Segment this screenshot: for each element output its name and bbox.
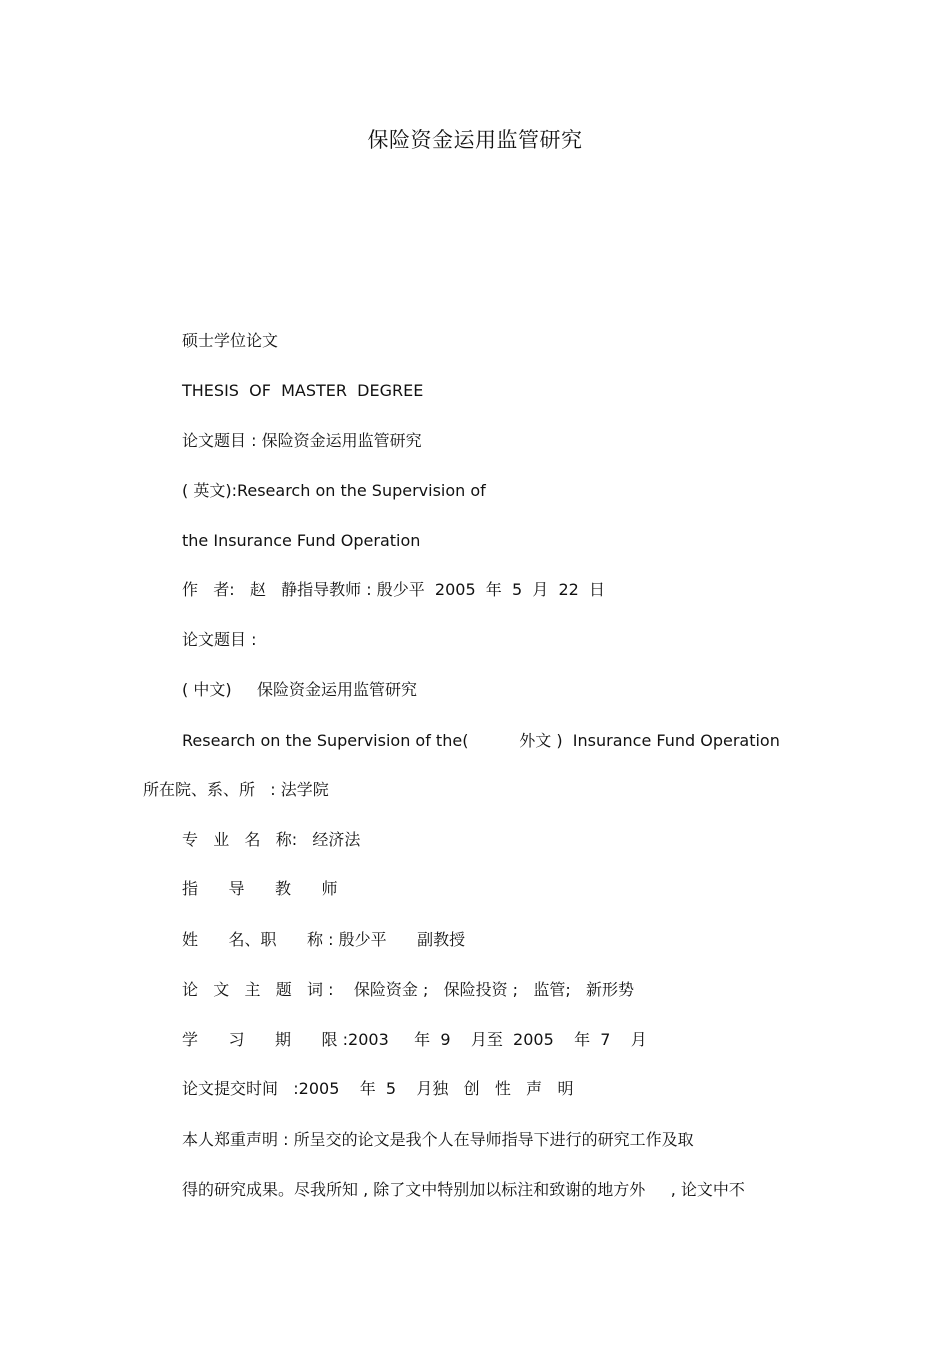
- degree-type-english: THESIS OF MASTER DEGREE: [182, 381, 424, 400]
- foreign-title-line: Research on the Supervision of the( 外文 ) Insurance Fund Operation: [182, 731, 780, 750]
- english-title-line-2: the Insurance Fund Operation: [182, 531, 421, 550]
- major-line: 专 业 名 称: 经济法: [182, 830, 361, 849]
- study-period-line: 学 习 期 限 :2003 年 9 月至 2005 年 7 月: [182, 1030, 647, 1049]
- chinese-title-line: ( 中文) 保险资金运用监管研究: [182, 680, 418, 699]
- department-line: 所在院、系、所 : 法学院: [143, 780, 329, 799]
- declaration-line-2: 得的研究成果。尽我所知 , 除了文中特别加以标注和致谢的地方外 , 论文中不: [182, 1180, 745, 1199]
- thesis-title-line: 论文题目 : 保险资金运用监管研究: [182, 431, 422, 450]
- advisor-name-title-line: 姓 名、职 称 : 殷少平 副教授: [182, 930, 466, 949]
- document-title: 保险资金运用监管研究: [367, 128, 583, 152]
- declaration-line-1: 本人郑重声明 : 所呈交的论文是我个人在导师指导下进行的研究工作及取: [182, 1130, 694, 1149]
- advisor-label-line: 指 导 教 师: [182, 879, 338, 898]
- thesis-title-label: 论文题目 :: [182, 630, 257, 649]
- submission-time-line: 论文提交时间 :2005 年 5 月独 创 性 声 明: [182, 1079, 574, 1098]
- degree-type-label: 硕士学位论文: [182, 331, 279, 350]
- keywords-line: 论 文 主 题 词 : 保险资金 ; 保险投资 ; 监管; 新形势: [182, 980, 634, 999]
- english-title-line-1: ( 英文):Research on the Supervision of: [182, 481, 486, 500]
- author-advisor-date-line: 作 者: 赵 静指导教师 : 殷少平 2005 年 5 月 22 日: [182, 580, 606, 599]
